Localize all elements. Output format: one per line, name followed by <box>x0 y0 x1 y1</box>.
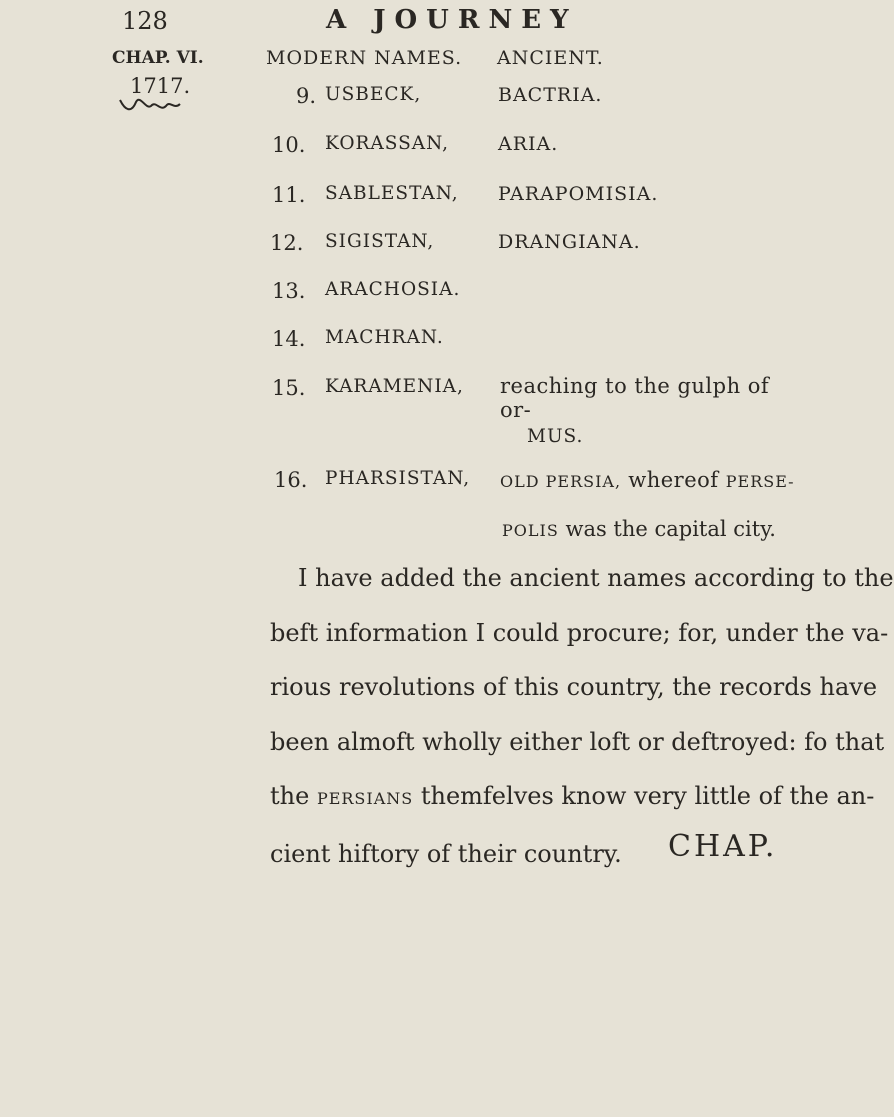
modern-name: ARACHOSIA. <box>325 279 461 300</box>
list-item <box>0 327 800 363</box>
ancient-name <box>500 468 795 492</box>
paragraph-line: cient hiftory of their country. <box>270 839 622 868</box>
ancient-name: BACTRIA. <box>498 84 603 106</box>
modern-names-heading: MODERN NAMES. <box>266 47 463 69</box>
row-number: 16. <box>274 468 308 492</box>
running-head: A JOURNEY <box>326 5 578 35</box>
list-item <box>0 376 800 466</box>
modern-name: KARAMENIA, <box>325 376 464 397</box>
row-number: 10. <box>272 133 306 157</box>
row-number: 9. <box>296 84 317 108</box>
row-number: 11. <box>272 183 306 207</box>
list-item <box>0 468 800 558</box>
row-number: 12. <box>270 231 304 255</box>
ancient-name-continued <box>502 517 776 541</box>
list-item <box>0 133 800 169</box>
list-item <box>0 84 800 120</box>
ancient-name: PARAPOMISIA. <box>498 183 659 205</box>
ancient-name-old-persia: OLD PERSIA, <box>500 472 622 491</box>
list-item <box>0 183 800 219</box>
ancient-names-heading: ANCIENT. <box>497 47 604 69</box>
paragraph-line: beft information I could procure; for, under the va- <box>270 618 889 647</box>
ancient-name: reaching to the gulph of or- <box>500 374 770 422</box>
ancient-name-polis: POLIS <box>502 521 559 540</box>
modern-name: SABLESTAN, <box>325 183 459 204</box>
row-number: 13. <box>272 279 306 303</box>
row-number: 15. <box>272 376 306 400</box>
ancient-name: ARIA. <box>498 133 559 155</box>
list-item <box>0 279 800 315</box>
paragraph-line: rious revolutions of this country, the records have <box>270 673 878 701</box>
margin-year: 1717. <box>130 74 191 98</box>
paragraph-text: themfelves know very little of the an- <box>413 782 875 810</box>
modern-name: PHARSISTAN, <box>325 468 471 489</box>
page-number: 128 <box>122 7 168 35</box>
modern-name: MACHRAN. <box>325 327 444 348</box>
ancient-name: DRANGIANA. <box>498 231 641 253</box>
catchword: CHAP. <box>668 829 778 864</box>
ancient-name-text: was the capital city. <box>558 517 776 541</box>
paragraph-line: been almoft wholly either loft or deftroyed: fo that <box>270 727 885 756</box>
modern-name: KORASSAN, <box>325 133 450 154</box>
modern-name: SIGISTAN, <box>325 231 435 252</box>
list-item <box>0 231 800 267</box>
paragraph-text: the <box>270 782 317 810</box>
margin-chapter: CHAP. VI. <box>112 48 204 68</box>
paragraph-small-caps: PERSIANS <box>316 789 414 808</box>
row-number: 14. <box>272 327 306 351</box>
paragraph-line <box>270 769 875 827</box>
ancient-name-continued: MUS. <box>527 426 584 447</box>
ancient-name-text: whereof <box>621 468 726 492</box>
ancient-name-perse: PERSE- <box>725 472 795 491</box>
modern-name: USBECK, <box>325 84 422 105</box>
paragraph-line: I have added the ancient names according to the <box>298 564 894 592</box>
